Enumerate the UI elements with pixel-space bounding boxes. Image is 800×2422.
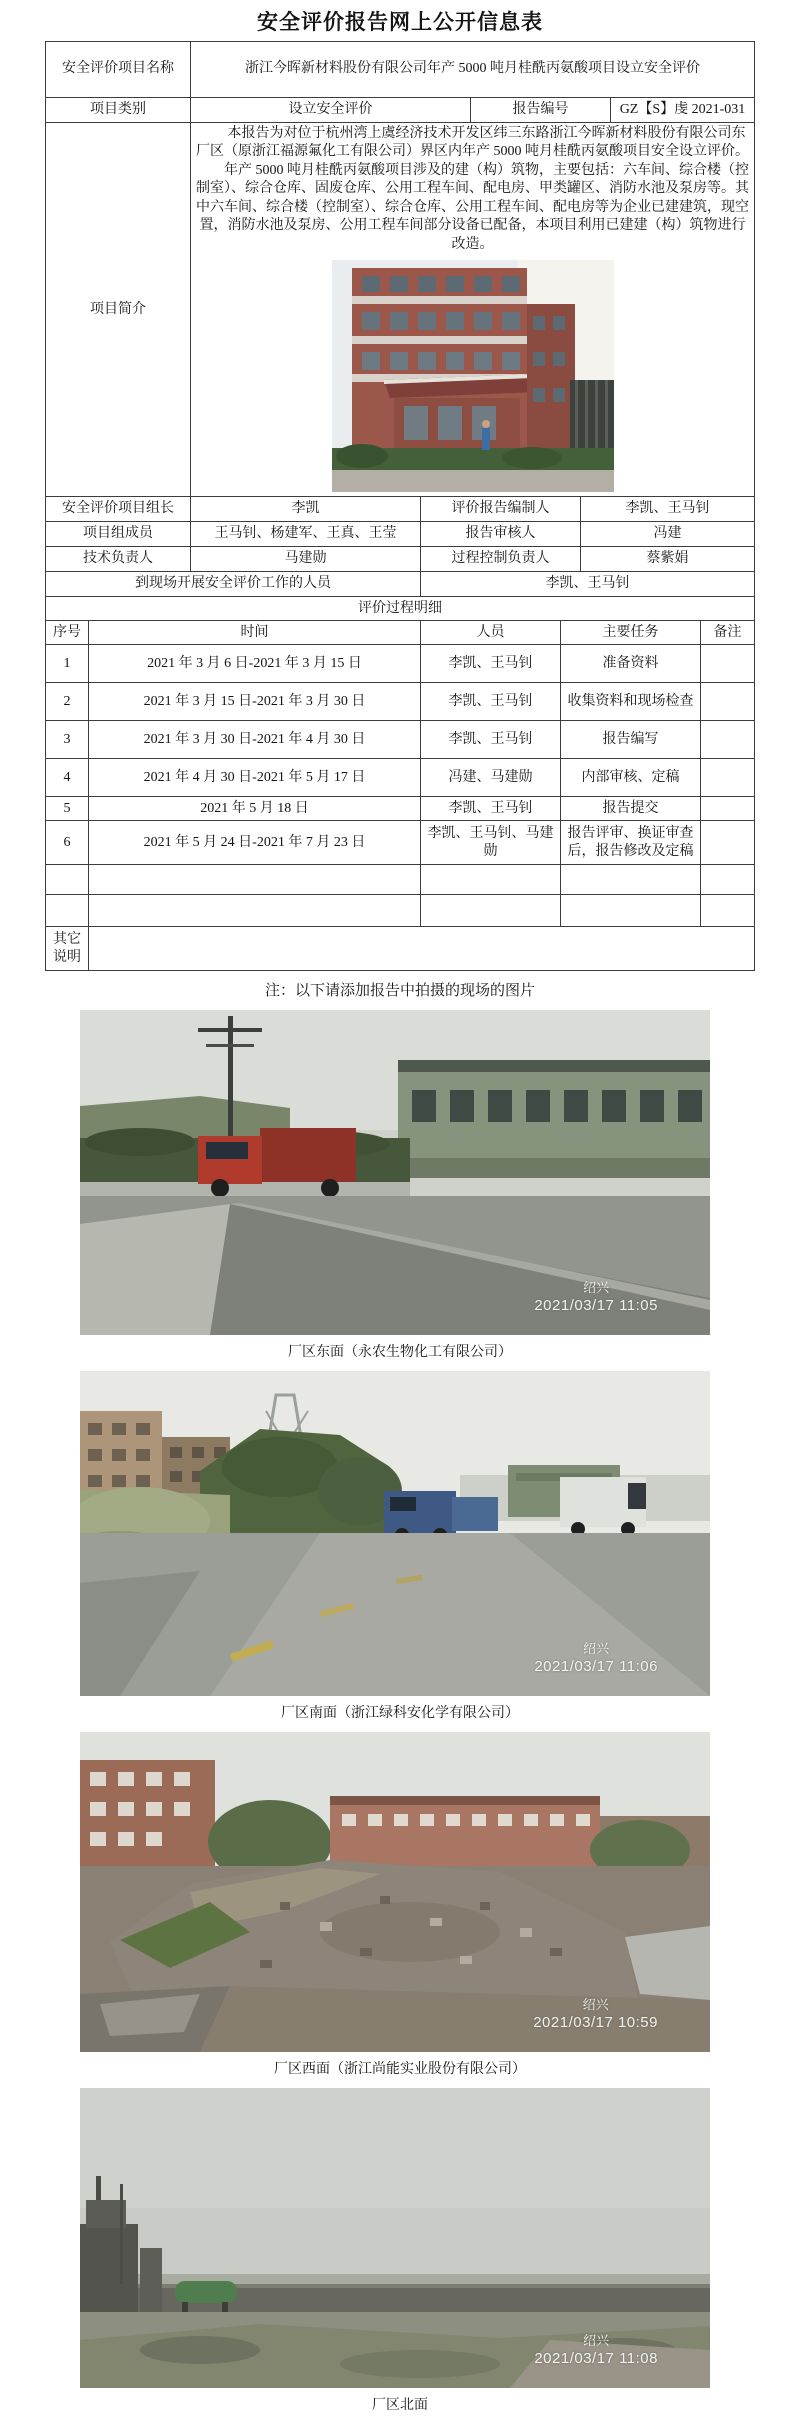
photo-watermark — [533, 1997, 658, 2032]
row-task: 内部审核、定稿 — [561, 759, 701, 797]
row-remark — [701, 821, 755, 865]
row-staff: 李凯、王马钊 — [421, 683, 561, 721]
photo-caption-east: 厂区东面（永农生物化工有限公司） — [288, 1345, 512, 1361]
building-photo-image — [332, 260, 614, 492]
row-staff: 李凯、王马钊、马建勋 — [421, 821, 561, 865]
col-header-staff: 人员 — [421, 621, 561, 645]
category-label: 项目类别 — [46, 98, 191, 123]
row-staff: 冯建、马建勋 — [421, 759, 561, 797]
row-remark — [701, 645, 755, 683]
reviewer-value: 冯建 — [581, 522, 755, 547]
table-row — [46, 683, 755, 721]
members-label: 项目组成员 — [46, 522, 191, 547]
watermark-city: 绍兴 — [583, 1280, 610, 1296]
row-staff: 李凯、王马钊 — [421, 797, 561, 821]
photo-caption-west: 厂区西面（浙江尚能实业股份有限公司） — [274, 2062, 526, 2078]
site-photo-west-image — [80, 1732, 710, 2052]
site-photo-south-block — [0, 1371, 800, 1722]
row-task: 准备资料 — [561, 645, 701, 683]
leader-value: 李凯 — [191, 497, 421, 522]
row-task: 收集资料和现场检查 — [561, 683, 701, 721]
site-staff-label: 到现场开展安全评价工作的人员 — [46, 572, 421, 597]
reviewer-label: 报告审核人 — [421, 522, 581, 547]
row-time: 2021 年 5 月 24 日-2021 年 7 月 23 日 — [89, 821, 421, 865]
row-no: 3 — [46, 721, 89, 759]
row-no: 6 — [46, 821, 89, 865]
watermark-city: 绍兴 — [583, 2333, 610, 2349]
watermark-time: 2021/03/17 11:06 — [534, 1657, 658, 1675]
site-staff-value: 李凯、王马钊 — [421, 572, 755, 597]
row-remark — [701, 797, 755, 821]
members-value: 王马钊、杨建军、王真、王莹 — [191, 522, 421, 547]
table-row — [46, 821, 755, 865]
other-notes-table — [45, 926, 755, 971]
intro-paragraph-1: 本报告为对位于杭州湾上虞经济技术开发区纬三东路浙江今晖新材料股份有限公司东厂区（原浙江福源氟化工有限公司）界区内年产 5000 吨月桂酰丙氨酸项目安全设立评价。 — [196, 126, 749, 160]
project-name-label: 安全评价项目名称 — [46, 42, 191, 98]
site-photo-north-image — [80, 2088, 710, 2388]
row-task: 报告评审、换证审查后，报告修改及定稿 — [561, 821, 701, 865]
site-photo-south-image — [80, 1371, 710, 1696]
row-remark — [701, 683, 755, 721]
photo-watermark — [534, 1641, 658, 1676]
other-notes-value — [89, 927, 755, 971]
site-photo-east-image — [80, 1010, 710, 1335]
site-photo-east-block — [0, 1010, 800, 1361]
report-no-value: GZ【S】虔 2021-031 — [611, 98, 755, 123]
watermark-city: 绍兴 — [583, 1641, 610, 1657]
process-detail-title: 评价过程明细 — [46, 597, 755, 621]
photo-watermark — [534, 1280, 658, 1315]
watermark-time: 2021/03/17 11:08 — [534, 2349, 658, 2367]
other-notes-label: 其它说明 — [46, 927, 89, 971]
row-task: 报告编写 — [561, 721, 701, 759]
photo-caption-south: 厂区南面（浙江绿科安化学有限公司） — [281, 1706, 519, 1722]
col-header-time: 时间 — [89, 621, 421, 645]
site-photo-west-block — [0, 1732, 800, 2078]
watermark-time: 2021/03/17 11:05 — [534, 1296, 658, 1314]
writer-label: 评价报告编制人 — [421, 497, 581, 522]
table-row-empty — [46, 865, 755, 895]
col-header-no: 序号 — [46, 621, 89, 645]
row-no: 1 — [46, 645, 89, 683]
row-no: 5 — [46, 797, 89, 821]
row-no: 2 — [46, 683, 89, 721]
process-ctrl-value: 蔡紫娟 — [581, 547, 755, 572]
row-time: 2021 年 3 月 6 日-2021 年 3 月 15 日 — [89, 645, 421, 683]
process-detail-banner — [45, 596, 755, 621]
intro-building-photo — [332, 260, 614, 492]
intro-cell — [191, 123, 755, 497]
photo-watermark — [534, 2333, 658, 2368]
photos-note: 注：以下请添加报告中拍摄的现场的图片 — [264, 983, 535, 1000]
leader-label: 安全评价项目组长 — [46, 497, 191, 522]
process-detail-table — [45, 620, 755, 927]
row-time: 2021 年 3 月 15 日-2021 年 3 月 30 日 — [89, 683, 421, 721]
table-row — [46, 797, 755, 821]
row-remark — [701, 721, 755, 759]
table-row — [46, 759, 755, 797]
row-no: 4 — [46, 759, 89, 797]
row-time: 2021 年 3 月 30 日-2021 年 4 月 30 日 — [89, 721, 421, 759]
row-staff: 李凯、王马钊 — [421, 645, 561, 683]
intro-paragraph-2: 年产 5000 吨月桂酰丙氨酸项目涉及的建（构）筑物，主要包括：六车间、综合楼（控制室）、综合仓库、固废仓库、公用工程车间、配电房、甲类罐区、消防水池及泵房等。其中六车间、综合楼（控制室）、综合仓库、公用工程车间、配电房等为企业已建建筑，现空置，消防水池及泵房、公用工程车间部分设备已配备，本项目利用已建建（构）筑物进行改造。 — [196, 162, 749, 252]
watermark-city: 绍兴 — [582, 1997, 609, 2013]
intro-label: 项目简介 — [46, 123, 191, 497]
photo-caption-north: 厂区北面 — [372, 2398, 428, 2414]
row-time: 2021 年 4 月 30 日-2021 年 5 月 17 日 — [89, 759, 421, 797]
site-photo-north-block — [0, 2088, 800, 2414]
personnel-table — [45, 496, 755, 597]
report-no-label: 报告编号 — [471, 98, 611, 123]
table-row — [46, 645, 755, 683]
category-value: 设立安全评价 — [191, 98, 471, 123]
tech-lead-label: 技术负责人 — [46, 547, 191, 572]
col-header-task: 主要任务 — [561, 621, 701, 645]
row-time: 2021 年 5 月 18 日 — [89, 797, 421, 821]
tech-lead-value: 马建勋 — [191, 547, 421, 572]
page-title: 安全评价报告网上公开信息表 — [257, 10, 543, 34]
row-staff: 李凯、王马钊 — [421, 721, 561, 759]
writer-value: 李凯、王马钊 — [581, 497, 755, 522]
project-name-value: 浙江今晖新材料股份有限公司年产 5000 吨月桂酰丙氨酸项目设立安全评价 — [191, 42, 755, 98]
row-task: 报告提交 — [561, 797, 701, 821]
table-row — [46, 721, 755, 759]
row-remark — [701, 759, 755, 797]
table-row-empty — [46, 895, 755, 927]
watermark-time: 2021/03/17 10:59 — [533, 2013, 658, 2031]
col-header-remark: 备注 — [701, 621, 755, 645]
process-ctrl-label: 过程控制负责人 — [421, 547, 581, 572]
info-table-top — [45, 41, 755, 497]
